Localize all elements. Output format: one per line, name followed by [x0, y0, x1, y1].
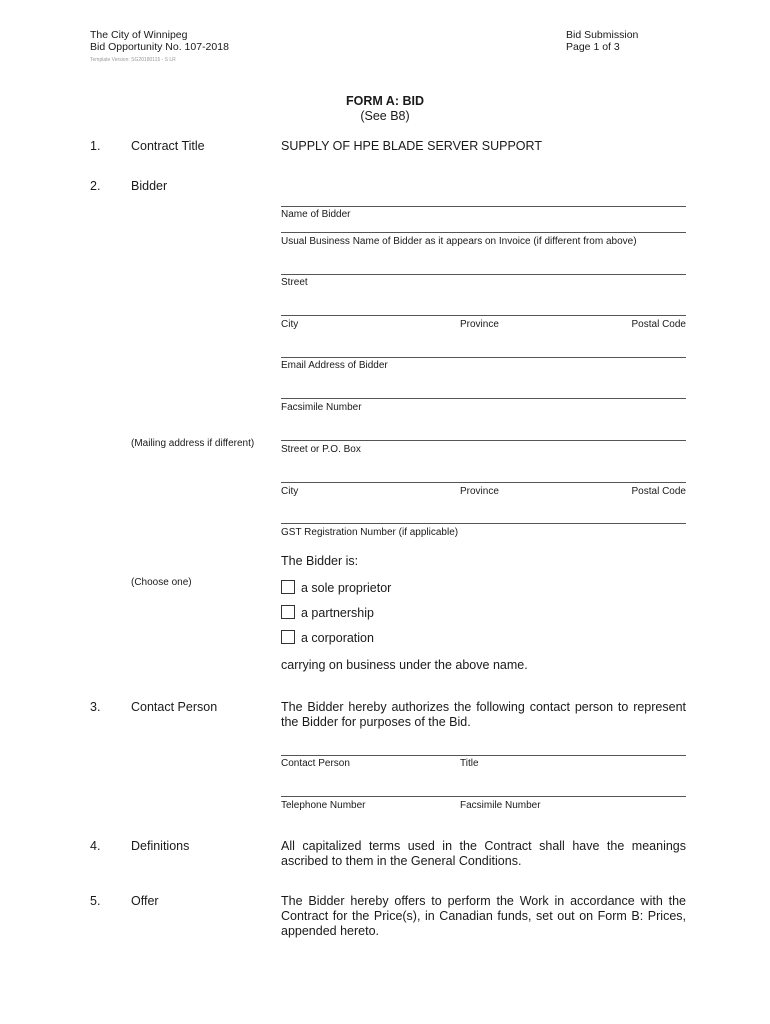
template-version: Template Version: SG20180115 - S LR — [90, 57, 176, 63]
section-3-number: 3. — [90, 700, 101, 714]
contact-person-field-label: Contact Person — [281, 758, 350, 769]
city-province-postal-line[interactable] — [281, 315, 686, 316]
contract-title-value: SUPPLY OF HPE BLADE SERVER SUPPORT — [281, 139, 542, 153]
section-2-label: Bidder — [131, 179, 168, 193]
mailing-postal-code-label: Postal Code — [631, 486, 686, 497]
mailing-province-label: Province — [460, 486, 499, 497]
header-org: The City of Winnipeg — [90, 29, 188, 41]
offer-text: The Bidder hereby offers to perform the Work in accordance with the Contract for the Price(s), in Canadian funds, set out on Form B: Prices, appended hereto. — [281, 894, 686, 938]
business-name-line[interactable] — [281, 232, 686, 233]
form-title: FORM A: BID — [346, 94, 424, 108]
telephone-label: Telephone Number — [281, 800, 366, 811]
postal-code-label: Postal Code — [631, 319, 686, 330]
street-po-label: Street or P.O. Box — [281, 444, 361, 455]
section-5-label: Offer — [131, 894, 159, 908]
corporation-label: a corporation — [301, 631, 374, 645]
header-submission: Bid Submission — [566, 29, 639, 41]
section-4-number: 4. — [90, 839, 101, 853]
section-5-number: 5. — [90, 894, 101, 908]
form-subtitle: (See B8) — [360, 109, 410, 123]
section-2-number: 2. — [90, 179, 101, 193]
header-bid-opportunity: Bid Opportunity No. 107-2018 — [90, 41, 229, 53]
sole-proprietor-checkbox[interactable] — [281, 580, 295, 594]
contact-person-text: The Bidder hereby authorizes the following contact person to represent the Bidder for purposes of the Bid. — [281, 700, 686, 729]
sole-proprietor-label: a sole proprietor — [301, 581, 392, 595]
section-4-label: Definitions — [131, 839, 190, 853]
street-po-line[interactable] — [281, 440, 686, 441]
mailing-city-label: City — [281, 486, 299, 497]
bidder-is-label: The Bidder is: — [281, 554, 359, 568]
street-line[interactable] — [281, 274, 686, 275]
mailing-address-note: (Mailing address if different) — [131, 438, 255, 449]
fax-line[interactable] — [281, 398, 686, 399]
header-page-number: Page 1 of 3 — [566, 41, 620, 53]
mailing-city-line[interactable] — [281, 482, 686, 483]
contact-fax-label: Facsimile Number — [460, 800, 541, 811]
province-label: Province — [460, 319, 499, 330]
carrying-on-text: carrying on business under the above name. — [281, 658, 528, 672]
definitions-text: All capitalized terms used in the Contract shall have the meanings ascribed to them in the General Conditions. — [281, 839, 686, 868]
partnership-checkbox[interactable] — [281, 605, 295, 619]
contact-title-label: Title — [460, 758, 479, 769]
section-3-label: Contact Person — [131, 700, 218, 714]
fax-label: Facsimile Number — [281, 402, 362, 413]
business-name-label: Usual Business Name of Bidder as it appears on Invoice (if different from above) — [281, 236, 637, 247]
email-label: Email Address of Bidder — [281, 360, 388, 371]
name-of-bidder-line[interactable] — [281, 206, 686, 207]
city-label: City — [281, 319, 299, 330]
gst-label: GST Registration Number (if applicable) — [281, 527, 459, 538]
choose-one-note: (Choose one) — [131, 577, 192, 588]
section-1-number: 1. — [90, 139, 101, 153]
name-of-bidder-label: Name of Bidder — [281, 209, 351, 220]
section-1-label: Contract Title — [131, 139, 205, 153]
gst-line[interactable] — [281, 523, 686, 524]
corporation-checkbox[interactable] — [281, 630, 295, 644]
street-label: Street — [281, 277, 308, 288]
partnership-label: a partnership — [301, 606, 374, 620]
telephone-fax-line[interactable] — [281, 796, 686, 797]
email-line[interactable] — [281, 357, 686, 358]
contact-person-line[interactable] — [281, 755, 686, 756]
